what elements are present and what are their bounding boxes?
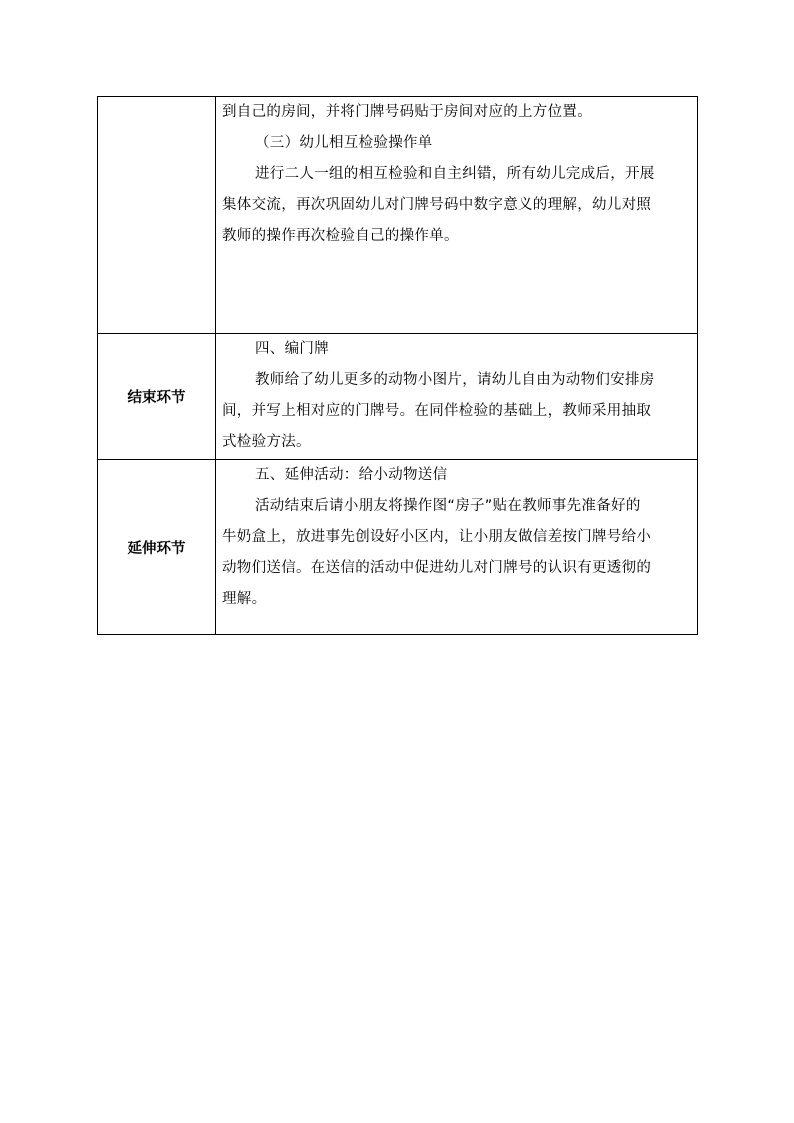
table-row — [98, 460, 698, 635]
paragraph-line: 到自己的房间，并将门牌号码贴于房间对应的上方位置。 — [222, 104, 592, 120]
paragraph-line: 间，并写上相对应的门牌号。在同伴检验的基础上，教师采用抽取 — [222, 403, 652, 419]
stage-label-extension: 延伸环节 — [98, 460, 216, 635]
stage-label-cell — [98, 97, 216, 334]
paragraph-line: 活动结束后请小朋友将操作图“房子”贴在教师事先准备好的 — [255, 498, 641, 514]
section-heading: （三）幼儿相互检验操作单 — [255, 135, 433, 151]
paragraph-line: 理解。 — [222, 591, 267, 607]
paragraph-line: 教师的操作再次检验自己的操作单。 — [222, 228, 459, 244]
paragraph-line: 式检验方法。 — [222, 434, 311, 450]
table-row — [98, 334, 698, 460]
lesson-plan-table — [97, 96, 698, 635]
paragraph-line: 进行二人一组的相互检验和自主纠错，所有幼儿完成后，开展 — [255, 166, 655, 182]
section-heading: 五、延伸活动：给小动物送信 — [255, 467, 448, 483]
stage-label-ending: 结束环节 — [98, 334, 216, 460]
table-row — [98, 97, 698, 334]
stage-content-cell — [216, 460, 698, 635]
stage-content-cell — [216, 334, 698, 460]
paragraph-line: 集体交流，再次巩固幼儿对门牌号码中数字意义的理解，幼儿对照 — [222, 197, 652, 213]
stage-content-cell — [216, 97, 698, 334]
section-heading: 四、编门牌 — [255, 341, 329, 357]
paragraph-line: 牛奶盒上，放进事先创设好小区内，让小朋友做信差按门牌号给小 — [222, 529, 652, 545]
paragraph-line: 教师给了幼儿更多的动物小图片，请幼儿自由为动物们安排房 — [255, 372, 655, 388]
paragraph-line: 动物们送信。在送信的活动中促进幼儿对门牌号的认识有更透彻的 — [222, 560, 652, 576]
